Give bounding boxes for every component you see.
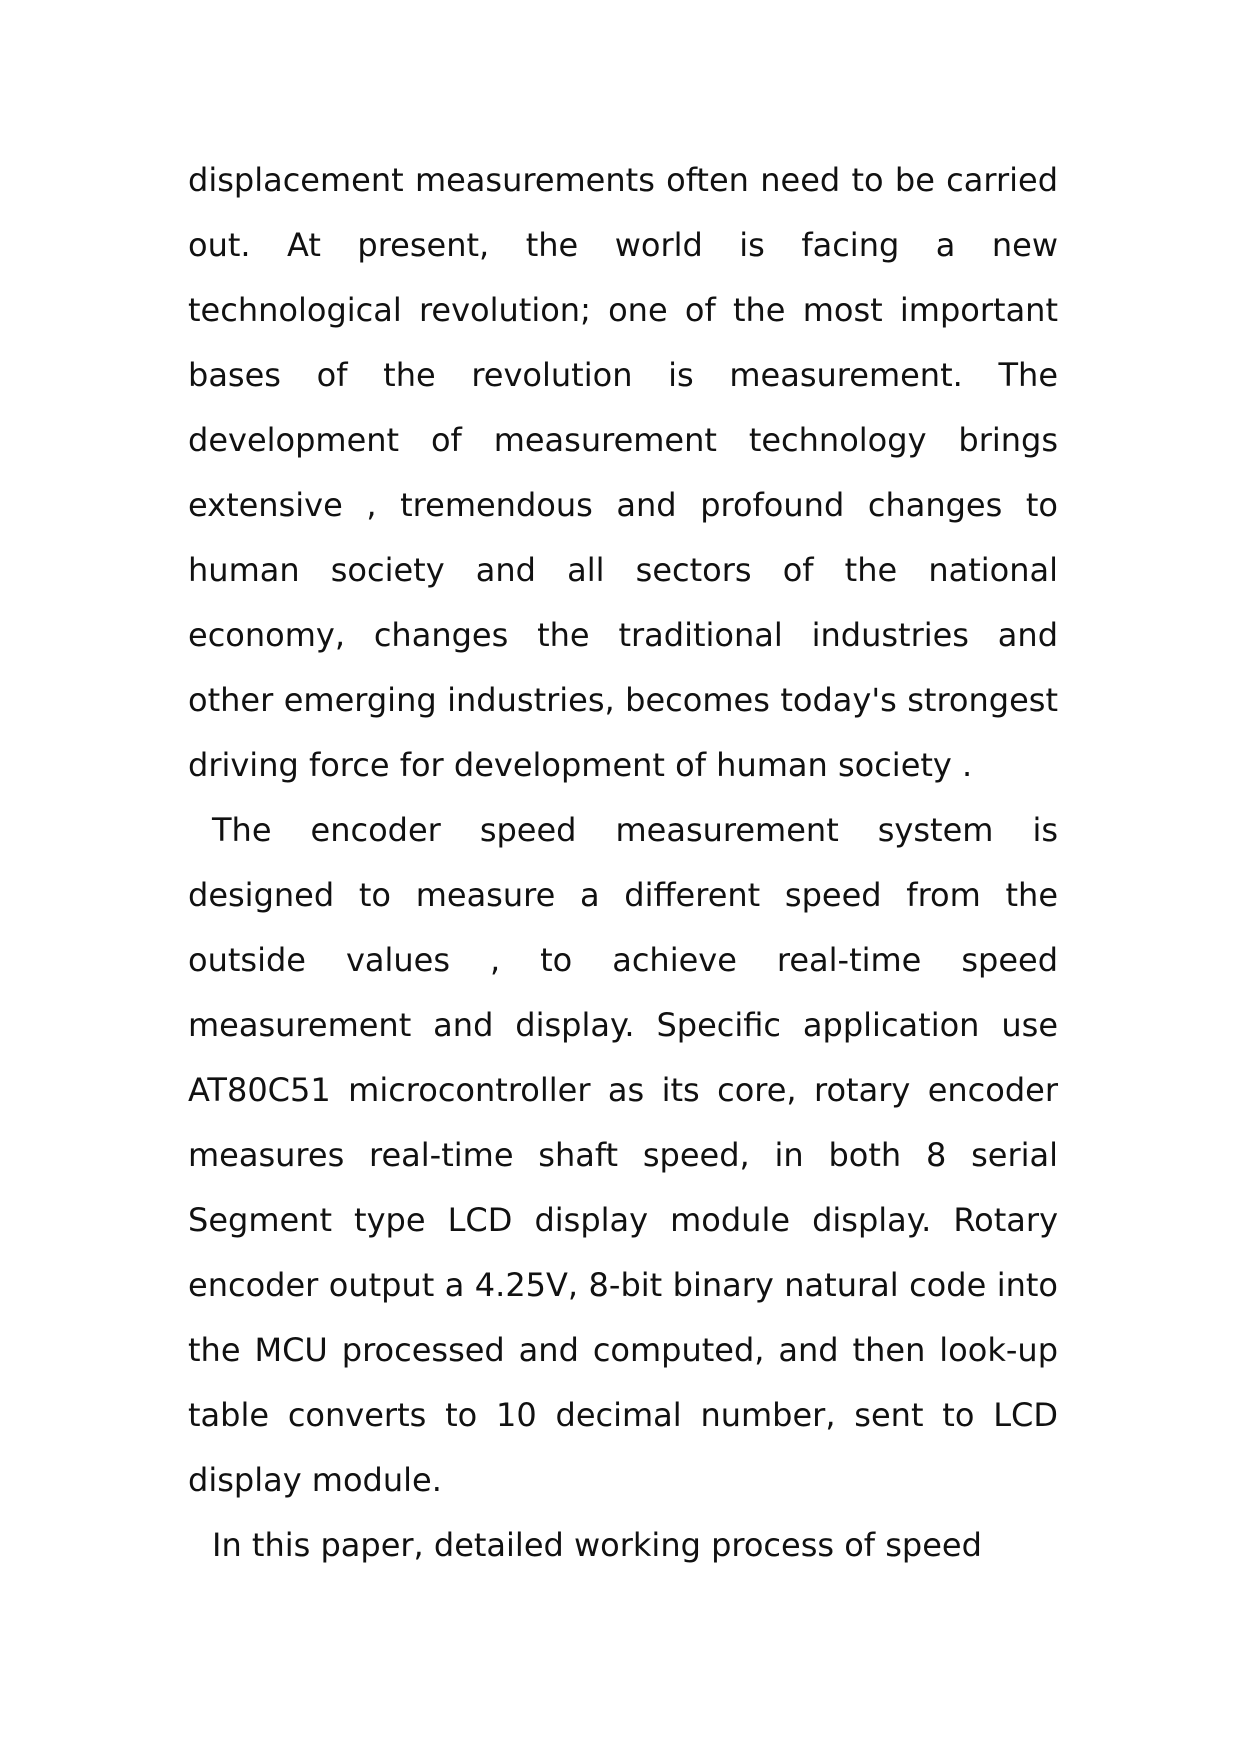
paragraph-measurement-revolution: displacement measurements often need to be carried out. At present, the world is facing a new technological revolution; one of the most important bases of the revolution is measurement. The development of measurement technology brings extensive , tremendous and profound changes to human society and all sectors of the national economy, changes the traditional industries and other emerging industries, becomes today's strongest driving force for development of human society . [188,161,1058,784]
paragraph-paper-intro: In this paper, detailed working process of speed [212,1526,982,1564]
paragraph-encoder-system: The encoder speed measurement system is designed to measure a different speed from the outside values , to achieve real-time speed measurement and display. Specific application use AT80C51 microcontroller as its core, rotary encoder measures real-time shaft speed, in both 8 serial Segment type LCD display module display. Rotary encoder output a 4.25V, 8-bit binary natural code into the MCU processed and computed, and then look-up table converts to 10 decimal number, sent to LCD display module. [188,811,1058,1499]
body-text [188,148,1058,1578]
